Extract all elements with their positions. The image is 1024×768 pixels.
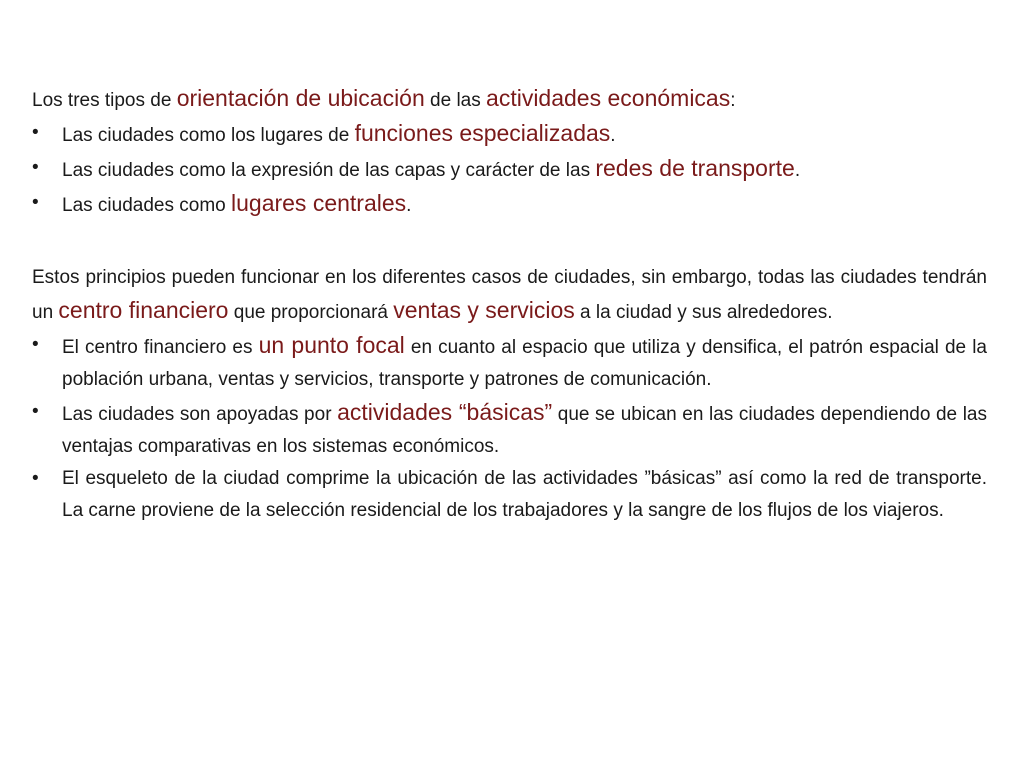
intro-text-3: : (730, 90, 736, 111)
city-list (32, 329, 987, 527)
list-item-text (62, 329, 987, 396)
bullet-icon: • (32, 122, 39, 143)
slide-content (32, 82, 987, 527)
list-item-text-a: Las ciudades como los lugares de (62, 125, 355, 146)
principles-paragraph (32, 262, 987, 329)
intro-text-1: Los tres tipos de (32, 90, 177, 111)
list-item-text-a: Las ciudades como la expresión de las capas y carácter de las (62, 160, 596, 181)
bullet-icon: • (32, 157, 39, 178)
bullet-icon: • (32, 192, 39, 213)
list-item-text-b: . (610, 125, 616, 146)
bullet-icon: • (32, 334, 39, 355)
list-item (32, 463, 987, 527)
list-item-text: El esqueleto de la ciudad comprime la ubicación de las actividades ”básicas” así como la red de transporte. La carne proviene de la selección residencial de los trabajadores y la sangre de los flujos de los viajeros. (62, 468, 987, 521)
para-highlight-1: centro financiero (58, 297, 229, 323)
list-item-text-b: . (794, 160, 801, 181)
intro-text-2: de las (424, 90, 487, 111)
types-list (32, 117, 987, 222)
list-item-highlight: un punto focal (258, 332, 405, 358)
list-item-text (62, 117, 987, 152)
list-item (32, 329, 987, 396)
bullet-icon: • (32, 401, 39, 422)
list-item (32, 396, 987, 463)
bullet-icon: • (32, 468, 39, 489)
list-item-text-b: . (406, 195, 412, 216)
list-item-text (62, 152, 987, 187)
list-item-text-b: en cuanto al espacio que utiliza y densifica, el patrón espacial de la población urbana, ventas y servicios, transporte y patrones de comunicación. (62, 337, 987, 390)
list-item-text-a: Las ciudades como (62, 195, 231, 216)
list-item-text-a: Las ciudades son apoyadas por (62, 404, 338, 425)
list-item (32, 152, 987, 187)
intro-highlight-2: actividades económicas (486, 85, 731, 111)
list-item-highlight: actividades “básicas” (337, 399, 553, 425)
list-item-highlight: lugares centrales (231, 190, 407, 216)
spacer (32, 222, 987, 262)
intro-line (32, 82, 987, 117)
list-item-highlight: funciones especializadas (354, 120, 611, 146)
list-item-text (62, 187, 987, 222)
para-text-c: a la ciudad y sus alrededores. (574, 302, 833, 323)
list-item-highlight: redes de transporte (595, 155, 795, 181)
para-text-a: Estos principios pueden funcionar en los diferentes casos de ciudades, sin embargo, todas las ciudades tendrán un (32, 267, 987, 323)
intro-highlight-1: orientación de ubicación (176, 85, 425, 111)
para-text-b: que proporcionará (228, 302, 394, 323)
list-item-text-b: que se ubican en las ciudades dependiendo de las ventajas comparativas en los sistemas económicos. (62, 404, 987, 457)
para-highlight-2: ventas y servicios (393, 297, 575, 323)
list-item-text (62, 396, 987, 463)
list-item-text-a: El centro financiero es (62, 337, 259, 358)
list-item (32, 117, 987, 152)
list-item (32, 187, 987, 222)
